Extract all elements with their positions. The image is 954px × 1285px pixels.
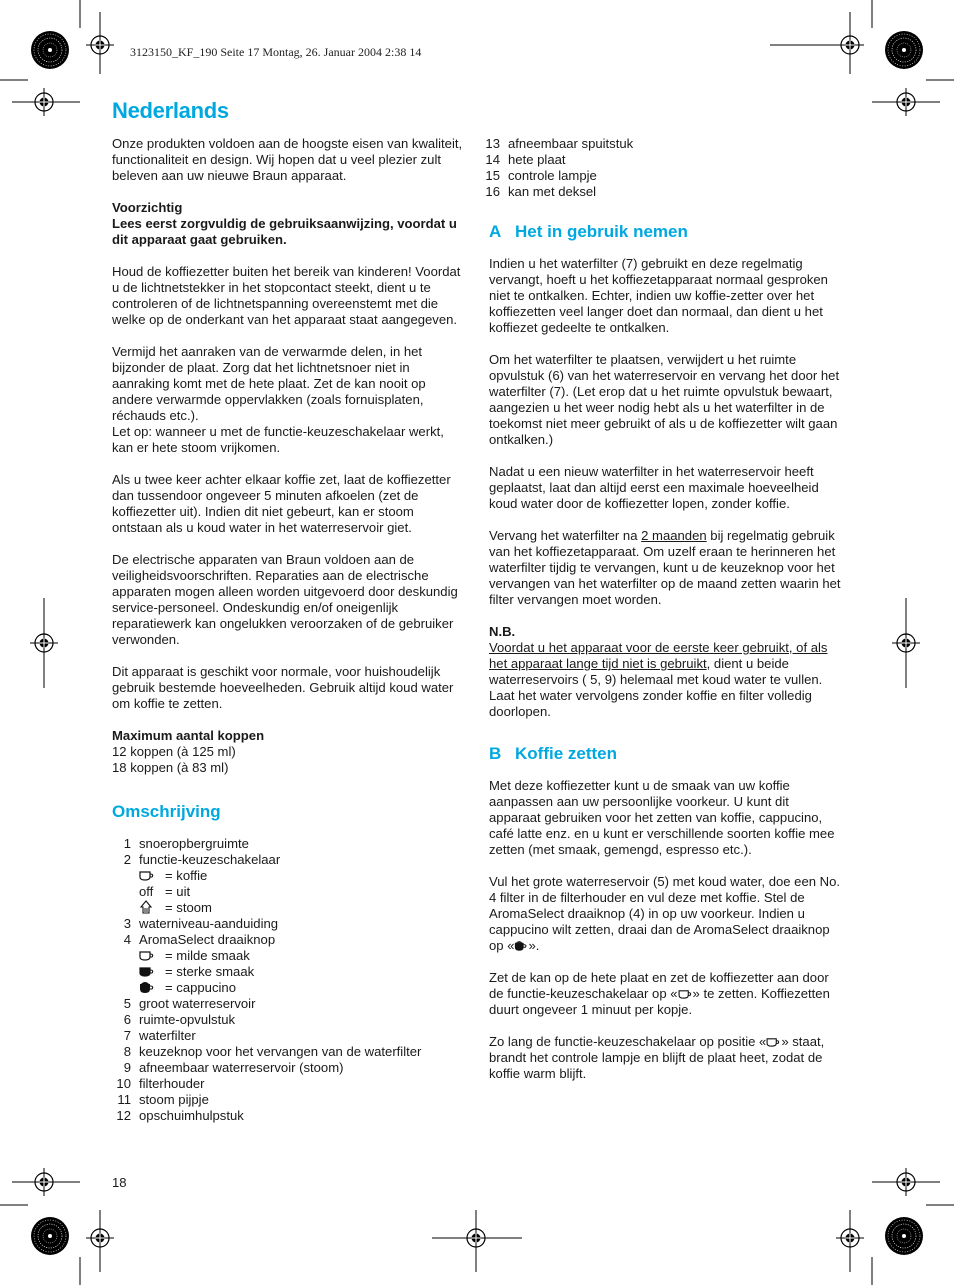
section-b-paragraph-1: Met deze koffiezetter kunt u de smaak van uw koffie aanpassen aan uw persoonlijke voorkeur. U kunt dit apparaat gebruiken voor het zetten van koffie, cappucino, café latte enz. en u kunt er verschillende soorten koffie mee zetten (met smaak, gemengd, espresso etc.).: [489, 778, 835, 857]
caution-text: Lees eerst zorgvuldig de gebruiksaanwijzing, voordat u dit apparaat gaat gebruiken.: [112, 216, 457, 247]
parts-list-continued: [481, 136, 844, 200]
list-item: 11 stoom pijpje: [117, 1092, 209, 1107]
caution-block: [112, 200, 464, 248]
nb-block: [489, 624, 844, 720]
list-item: 8 keuzeknop voor het vervangen van de waterfilter: [123, 1044, 422, 1059]
list-item: 9 afneembaar waterreservoir (stoom): [123, 1060, 344, 1075]
safety-paragraph-2b: Let op: wanneer u met de functie-keuzeschakelaar werkt, kan er hete stoom vrijkomen.: [112, 424, 444, 455]
section-a-paragraph-1: Indien u het waterfilter (7) gebruikt en deze regelmatig vervangt, hoeft u het koffiezetapparaat normaal gesproken niet te ontkalken. Echter, indien uw koffie-zetter over het koffiezetten veel langer doet dan normaal, dan dient u het koffiezet gedeelte te ontkalken.: [489, 256, 828, 335]
list-subitem: = koffie: [112, 868, 464, 884]
omschrijving-heading: Omschrijving: [112, 802, 221, 821]
max-cups-line-2: 18 koppen (à 83 ml): [112, 760, 229, 775]
nb-text: , dient u beide waterreservoirs ( 5, 9) helemaal met koud water te vullen. Laat het water vervolgens zonder koffie en filter volledig doorlopen.: [489, 656, 823, 719]
list-item: 3 waterniveau-aanduiding: [123, 916, 279, 931]
list-item: 7 waterfilter: [123, 1028, 196, 1043]
right-column: [485, 136, 844, 1098]
list-subitem: = cappucino: [112, 980, 464, 996]
list-item: 14 hete plaat: [485, 152, 566, 167]
caution-title: Voorzichtig: [112, 200, 183, 215]
cup-icon: [678, 989, 693, 1000]
list-item: 15 controle lampje: [485, 168, 597, 183]
cappuccino-icon: [139, 980, 155, 994]
list-item: 12 opschuimhulpstuk: [116, 1108, 244, 1123]
nb-underlined: Voordat u het apparaat voor de eerste keer gebruikt, of als het apparaat lange tijd niet is gebruikt: [489, 640, 828, 671]
section-b-paragraph-2: Vul het grote waterreservoir (5) met koud water, doe een No. 4 filter in de filterhouder en vul deze met koffie. Stel de AromaSelect draaiknop (4) in op uw voorkeur. Indien u cappucino wilt zetten, draai dan de AromaSelect draaiknop op « ».: [489, 874, 841, 953]
intro-paragraph: Onze produkten voldoen aan de hoogste eisen van kwaliteit, functionaliteit en design. Wij hopen dat u veel plezier zult beleven aan uw nieuwe Braun apparaat.: [112, 136, 463, 183]
section-a-paragraph-4: Vervang het waterfilter na 2 maanden bij regelmatig gebruik van het koffiezetapparaat. Om uzelf eraan te herinneren het waterfilter tijdig te vervangen, kunt u de keuzeknop voor het vervangen van het waterfilter op de maand zetten waarin het filter vervangen moet worden.: [489, 528, 841, 607]
list-item: 16 kan met deksel: [485, 184, 597, 199]
left-column: [112, 136, 464, 1124]
list-item: 5 groot waterreservoir: [123, 996, 256, 1011]
nb-title: N.B.: [489, 624, 516, 639]
list-subitem: = milde smaak: [112, 948, 464, 964]
cappuccino-icon: [514, 939, 528, 952]
list-subitem: off = uit: [139, 884, 191, 899]
parts-list: [112, 836, 464, 1124]
safety-paragraph-3: Als u twee keer achter elkaar koffie zet, laat de koffiezetter dan tussendoor ongeveer 5 minuten afkoelen (zet de koffiezetter uit). Indien dit niet gebeurt, kan er stoom ontstaan als u koud water in het waterreservoir giet.: [112, 472, 451, 535]
cup-outline-icon: [139, 950, 155, 962]
max-cups-line-1: 12 koppen (à 125 ml): [112, 744, 236, 759]
cup-icon: [766, 1037, 781, 1048]
list-item: 13 afneembaar spuitstuk: [485, 136, 634, 151]
list-item: 1 snoeropbergruimte: [123, 836, 249, 851]
cup-filled-icon: [139, 966, 155, 978]
section-a-paragraph-3: Nadat u een nieuw waterfilter in het waterreservoir heeft geplaatst, laat dan altijd eerst een maximale hoeveelheid koud water door de koffiezetter lopen, zonder koffie.: [489, 464, 819, 511]
list-item: 6 ruimte-opvulstuk: [123, 1012, 236, 1027]
safety-paragraph-5: Dit apparaat is geschikt voor normale, voor huishoudelijk gebruik bestemde hoeveelheden. Gebruik altijd koud water om koffie te zetten.: [112, 664, 454, 711]
section-b-paragraph-3: Zet de kan op de hete plaat en zet de koffiezetter aan door de functie-keuzeschakelaar op « » te zetten. Koffiezetten duurt ongeveer 1 minuut per kopje.: [489, 970, 830, 1017]
cup-icon: [139, 870, 155, 882]
list-item: 10 filterhouder: [116, 1076, 205, 1091]
section-b-heading: B Koffie zetten: [489, 744, 617, 763]
steam-icon: [139, 900, 153, 914]
list-subitem: = sterke smaak: [112, 964, 464, 980]
list-item: 4 AromaSelect draaiknop: [123, 932, 276, 947]
max-cups-block: [112, 728, 464, 776]
safety-paragraph-2: [112, 344, 464, 456]
list-subitem: = stoom: [112, 900, 464, 916]
print-slug: 3123150_KF_190 Seite 17 Montag, 26. Januar 2004 2:38 14: [130, 45, 422, 59]
safety-paragraph-4: De electrische apparaten van Braun voldoen aan de veiligheidsvoorschriften. Reparaties aan de electrische apparaten mogen alleen worden uitgevoerd door deskundig service-personeel. Ondeskundig en/of oneigenlijk reparatiewerk kan ongelukken veroorzaken of de gebruiker verwonden.: [112, 552, 458, 647]
list-item: 2 functie-keuzeschakelaar: [123, 852, 281, 867]
safety-paragraph-2a: Vermijd het aanraken van de verwarmde delen, in het bijzonder de plaat. Zorg dat het lichtnetsnoer niet in aanraking komt met de hete plaat. Zet de kan nooit op andere verwarmde oppervlakken (zoals fornuisplaten, réchauds etc.).: [112, 344, 426, 423]
page-title: Nederlands: [112, 98, 229, 123]
safety-paragraph-1: Houd de koffiezetter buiten het bereik van kinderen! Voordat u de lichtnetstekker in het stopcontact steekt, dient u te controleren of de lichtnetspanning overeenstemt met die welke op de onderkant van het apparaat staat aangegeven.: [112, 264, 461, 327]
page-number: 18: [112, 1175, 127, 1190]
section-a-paragraph-2: Om het waterfilter te plaatsen, verwijdert u het ruimte opvulstuk (6) van het waterreservoir en vervang het door het waterfilter (7). (Let erop dat u het ruimte opvulstuk bewaart, aangezien u het weer nodig hebt als u het waterfilter in de toekomst niet meer gebruikt of als u de koffiezetter wilt gaan ontkalken.): [489, 352, 840, 447]
section-a-heading: A Het in gebruik nemen: [489, 222, 688, 241]
section-b-paragraph-4: Zo lang de functie-keuzeschakelaar op positie « » staat, brandt het controle lampje en blijft de plaat heet, zodat de koffie warm blijft.: [489, 1034, 825, 1081]
max-cups-title: Maximum aantal koppen: [112, 728, 265, 743]
